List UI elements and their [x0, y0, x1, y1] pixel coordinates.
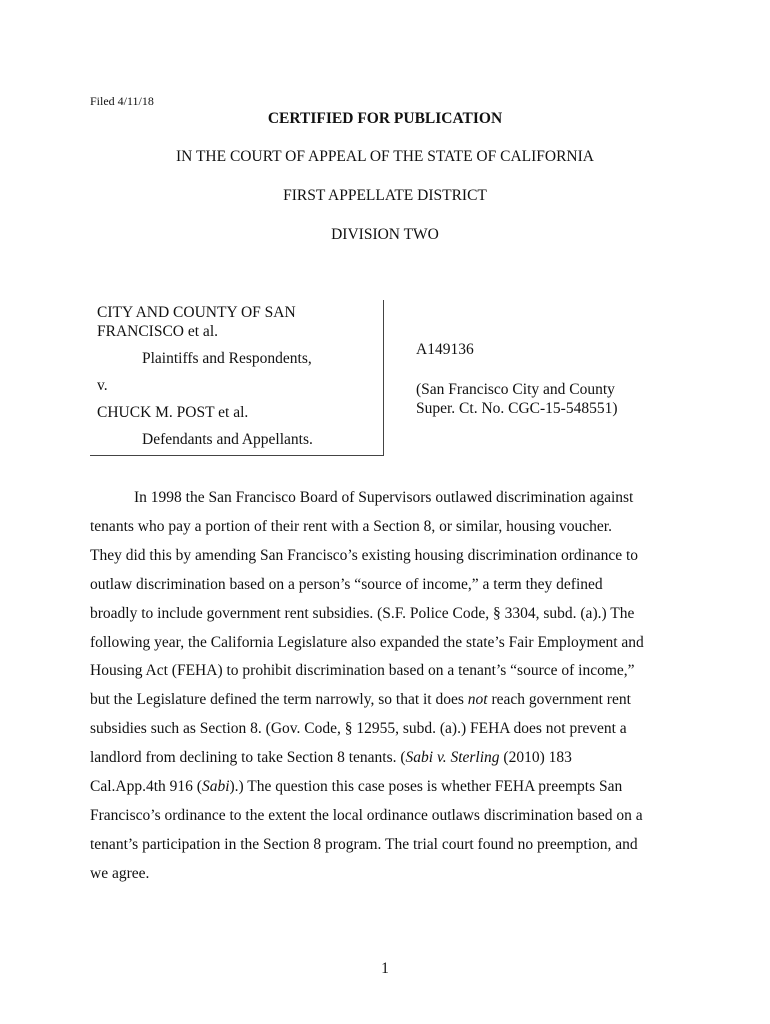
- trial-court-line: (San Francisco City and County: [416, 381, 615, 398]
- plaintiff-role: Plaintiffs and Respondents,: [142, 350, 312, 367]
- body-line: [90, 686, 685, 715]
- body-text-segment: (2010) 183: [499, 749, 572, 767]
- case-caption: [90, 300, 384, 456]
- body-text-segment: but the Legislature defined the term narrowly, so that it does: [90, 691, 468, 709]
- opinion-body: [90, 484, 685, 889]
- body-line: Francisco’s ordinance to the extent the local ordinance outlaws discrimination based on a: [90, 806, 643, 824]
- case-number: A149136: [416, 341, 474, 358]
- filed-date: Filed 4/11/18: [90, 94, 154, 108]
- plaintiff-party: CITY AND COUNTY OF SAN FRANCISCO et al.: [97, 304, 296, 340]
- trial-court-case-number: Super. Ct. No. CGC-15-548551): [416, 400, 618, 417]
- versus-label: v.: [97, 377, 108, 394]
- body-text-segment: reach government rent: [487, 691, 631, 709]
- body-line: outlaw discrimination based on a person’s “source of income,” a term they defined: [90, 575, 603, 593]
- emphasis-text: not: [467, 691, 488, 709]
- trial-court-info: [416, 380, 676, 418]
- defendant-party: CHUCK M. POST et al.: [97, 404, 249, 421]
- body-text-segment: Cal.App.4th 916 (: [90, 778, 202, 796]
- body-text-segment: landlord from declining to take Section 8 tenants. (: [90, 749, 406, 767]
- page-number: 1: [381, 960, 389, 977]
- body-line: following year, the California Legislature also expanded the state’s Fair Employment and: [90, 633, 644, 651]
- certified-heading: CERTIFIED FOR PUBLICATION: [267, 110, 503, 127]
- body-text-segment: ).) The question this case poses is whether FEHA preempts San: [229, 778, 623, 796]
- body-line: tenants who pay a portion of their rent with a Section 8, or similar, housing voucher.: [90, 517, 612, 535]
- body-line: we agree.: [90, 864, 150, 882]
- district-name: FIRST APPELLATE DISTRICT: [283, 187, 487, 204]
- body-line: Housing Act (FEHA) to prohibit discrimination based on a tenant’s “source of income,”: [90, 662, 635, 680]
- case-short-name-italic: Sabi: [201, 778, 230, 796]
- body-line: broadly to include government rent subsidies. (S.F. Police Code, § 3304, subd. (a).) The: [90, 604, 635, 622]
- body-line: They did this by amending San Francisco’s existing housing discrimination ordinance to: [90, 546, 639, 564]
- court-name: IN THE COURT OF APPEAL OF THE STATE OF CALIFORNIA: [176, 148, 594, 165]
- body-line: tenant’s participation in the Section 8 program. The trial court found no preemption, and: [90, 835, 638, 853]
- case-citation-italic: Sabi v. Sterling: [405, 749, 500, 767]
- body-line: subsidies such as Section 8. (Gov. Code, § 12955, subd. (a).) FEHA does not prevent a: [90, 720, 627, 738]
- body-line: In 1998 the San Francisco Board of Supervisors outlawed discrimination against: [134, 489, 634, 506]
- body-line: [90, 744, 685, 773]
- body-line: [90, 773, 685, 802]
- division-name: DIVISION TWO: [331, 226, 439, 243]
- defendant-role: Defendants and Appellants.: [142, 431, 313, 448]
